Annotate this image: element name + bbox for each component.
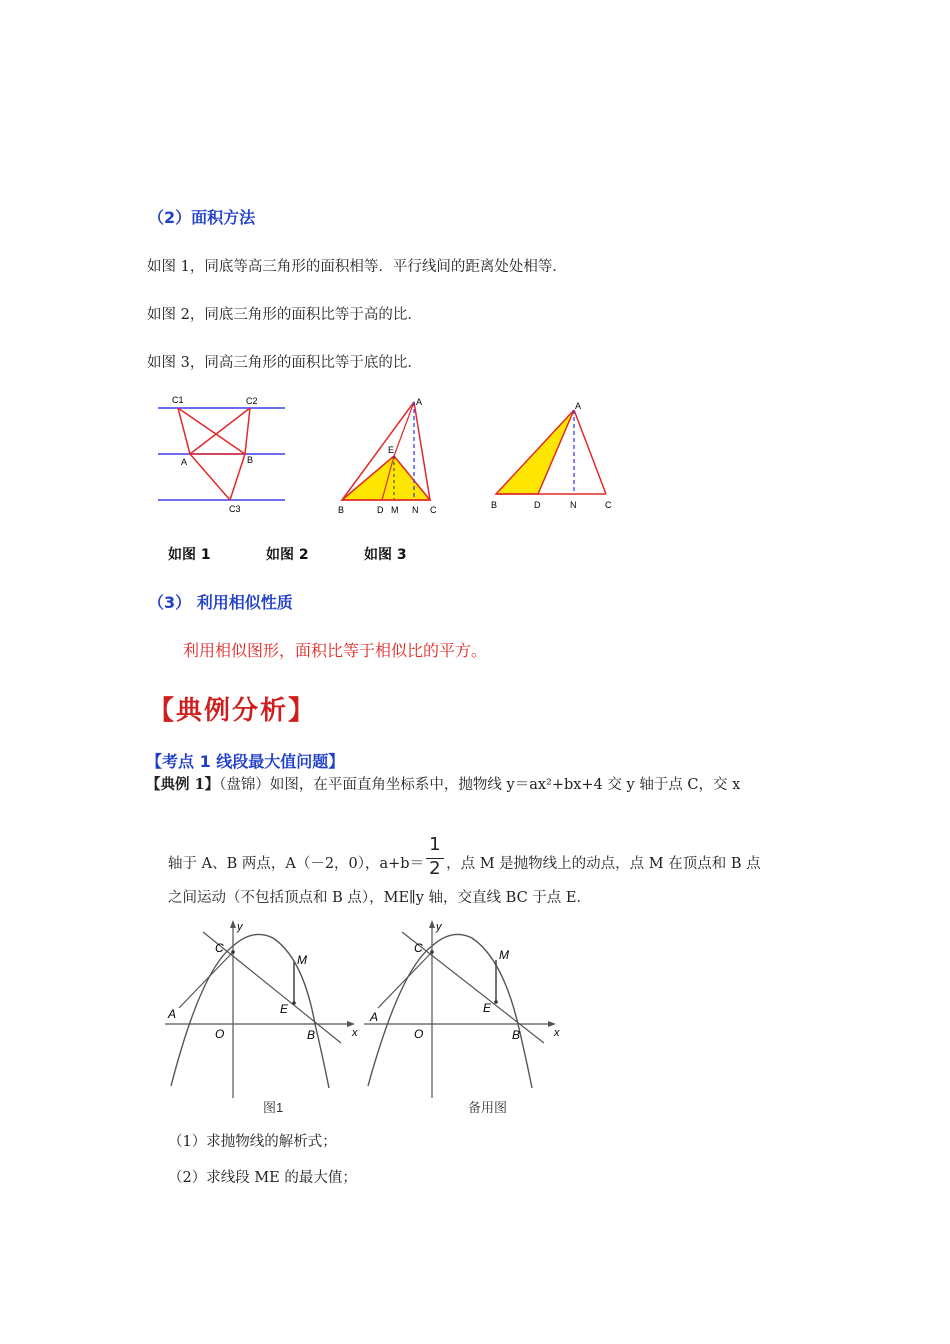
fig2-label-m: M bbox=[391, 505, 399, 515]
kaodian-heading: 【考点 1 线段最大值问题】 bbox=[146, 752, 345, 771]
fig1-label-b: B bbox=[247, 455, 254, 465]
fig3-label-n: N bbox=[570, 500, 577, 510]
fraction-half bbox=[426, 834, 444, 879]
graph2-label-m: M bbox=[499, 948, 509, 962]
fraction-numerator: 1 bbox=[429, 834, 441, 855]
example-text-2a: 轴于 A、B 两点，A（－2，0），a+b＝ bbox=[168, 856, 425, 872]
graph2-label-x: x bbox=[554, 1027, 560, 1039]
fig2-label-c: C bbox=[430, 505, 437, 515]
section2-title: （2）面积方法 bbox=[148, 208, 256, 227]
fig2-label-e: E bbox=[388, 445, 395, 455]
section3-title: （3） 利用相似性质 bbox=[148, 593, 293, 612]
section2-line-2: 如图 2，同底三角形的面积比等于高的比． bbox=[147, 307, 422, 323]
graph2-caption: 备用图 bbox=[468, 1100, 508, 1115]
figure-3 bbox=[488, 394, 618, 519]
figure-2 bbox=[330, 392, 450, 522]
graph2-label-a: A bbox=[370, 1010, 379, 1024]
example-line-1 bbox=[146, 773, 740, 794]
graph-2 bbox=[362, 918, 567, 1118]
question-1: （1）求抛物线的解析式； bbox=[168, 1134, 337, 1150]
caption-fig2: 如图 2 bbox=[266, 547, 309, 563]
fig1-label-a: A bbox=[181, 457, 188, 467]
fig2-label-b: B bbox=[338, 505, 345, 515]
example-line-3: 之间运动（不包括顶点和 B 点），ME∥y 轴，交直线 BC 于点 E． bbox=[168, 890, 591, 906]
graph2-label-b: B bbox=[512, 1028, 521, 1042]
fig1-label-c3: C3 bbox=[229, 504, 241, 514]
example-text-1: （盘锦）如图，在平面直角坐标系中，抛物线 y＝ax²+bx+4 交 y 轴于点 C，交 x bbox=[219, 777, 741, 793]
graph1-label-m: M bbox=[297, 953, 307, 967]
section2-line-1: 如图 1，同底等高三角形的面积相等．平行线间的距离处处相等． bbox=[147, 259, 567, 275]
figure-1 bbox=[150, 390, 290, 520]
caption-fig3: 如图 3 bbox=[364, 547, 407, 563]
fig3-label-d: D bbox=[534, 500, 541, 510]
fig3-label-a: A bbox=[575, 401, 582, 411]
graph2-label-e: E bbox=[483, 1001, 492, 1015]
section2-line-3: 如图 3，同高三角形的面积比等于底的比． bbox=[147, 355, 422, 371]
fig2-label-a: A bbox=[416, 397, 423, 407]
fig1-label-c1: C1 bbox=[172, 395, 184, 405]
graph1-label-c: C bbox=[215, 941, 224, 955]
graph1-label-b: B bbox=[307, 1028, 316, 1042]
fig3-label-c: C bbox=[605, 500, 612, 510]
fig3-label-b: B bbox=[491, 500, 498, 510]
graph2-label-y: y bbox=[436, 921, 442, 933]
graph1-label-o: O bbox=[215, 1027, 225, 1041]
example-analysis-banner: 【典例分析】 bbox=[148, 696, 317, 726]
graph1-caption: 图1 bbox=[263, 1100, 284, 1115]
graph1-label-x: x bbox=[352, 1027, 358, 1039]
example-line-2 bbox=[168, 834, 761, 882]
example-prefix: 【典例 1】 bbox=[146, 776, 220, 793]
fig2-label-d: D bbox=[377, 505, 384, 515]
graph1-label-y: y bbox=[237, 921, 243, 933]
graph2-label-o: O bbox=[414, 1027, 424, 1041]
question-2: （2）求线段 ME 的最大值； bbox=[168, 1170, 357, 1186]
fig1-label-c2: C2 bbox=[246, 396, 258, 406]
graph-1 bbox=[163, 918, 363, 1118]
fig2-label-n: N bbox=[412, 505, 419, 515]
fraction-denominator: 2 bbox=[429, 858, 441, 879]
graph1-label-e: E bbox=[280, 1002, 289, 1016]
graph2-label-c: C bbox=[414, 941, 423, 955]
graph1-label-a: A bbox=[168, 1007, 177, 1021]
caption-fig1: 如图 1 bbox=[168, 547, 211, 563]
section3-text: 利用相似图形，面积比等于相似比的平方。 bbox=[183, 641, 488, 660]
example-text-2b: ，点 M 是抛物线上的动点，点 M 在顶点和 B 点 bbox=[446, 856, 761, 872]
